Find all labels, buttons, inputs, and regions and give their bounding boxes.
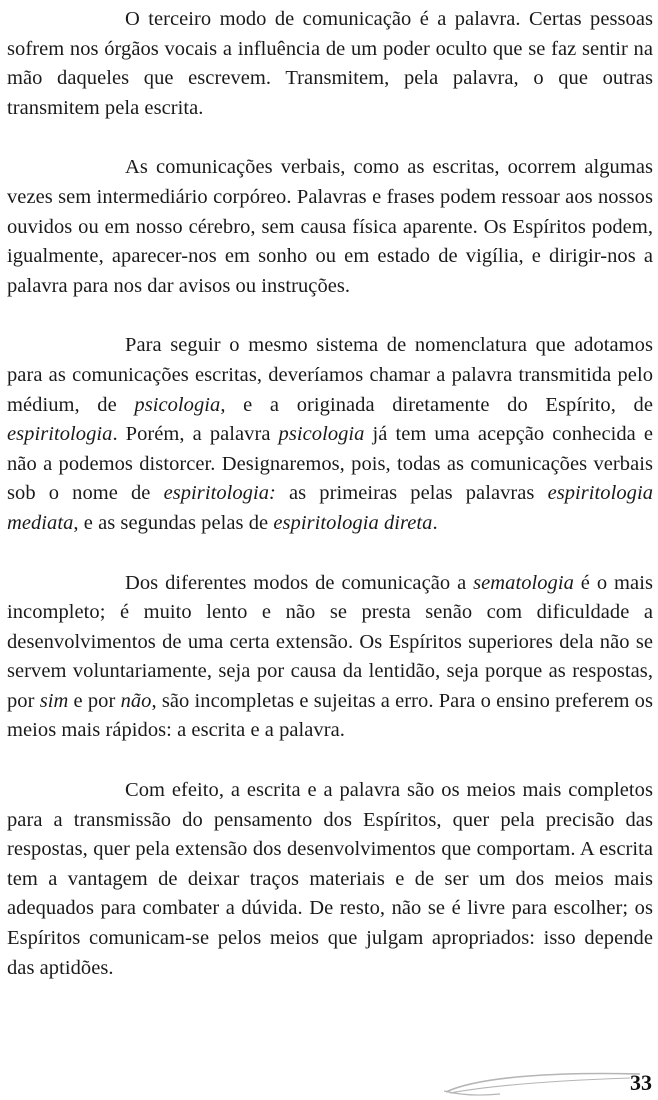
text-run: as primeiras pelas palavras xyxy=(275,482,548,505)
italic-term: espiritologia xyxy=(7,423,113,446)
italic-term: psicologia xyxy=(134,393,221,416)
italic-term: sim xyxy=(39,689,69,712)
text-run: , são incompletas e sujeitas a erro. Para o ensino preferem os meios mais rápidos: a escrita e a palavra. xyxy=(7,689,654,742)
paragraph xyxy=(7,5,653,123)
text-run: Dos diferentes modos de comunicação a xyxy=(125,571,474,594)
text-run: . xyxy=(432,511,438,534)
italic-term: psicologia xyxy=(278,423,365,446)
page-body xyxy=(7,5,653,1013)
paragraph xyxy=(7,331,653,538)
paragraph xyxy=(7,569,653,747)
swoosh-ornament-icon xyxy=(440,1062,658,1100)
text-run: é o mais incompleto; é muito lento e não se presta senão com dificuldade a desenvolvimentos de uma certa extensão. Os Espíritos superiores dela não se servem voluntariamente, seja por causa da lentidão, seja porque as respostas, por xyxy=(7,571,653,712)
text-run: já tem uma acepção conhecida e não a podemos distorcer. Designaremos, pois, todas as comunicações verbais sob o nome de xyxy=(7,423,653,505)
italic-term: espiritologia: xyxy=(163,482,276,505)
paragraph xyxy=(7,153,653,301)
italic-term: espiritologia mediata xyxy=(7,482,653,534)
paragraph xyxy=(7,776,653,983)
text-run: . Porém, a palavra xyxy=(112,423,279,446)
page-number: 33 xyxy=(630,1070,652,1095)
italic-term: não xyxy=(120,689,152,712)
page-footer xyxy=(440,1062,658,1100)
text-run: e por xyxy=(68,689,121,712)
text-run: , e as segundas pelas de xyxy=(73,511,274,534)
text-run: O terceiro modo de comunicação é a palavra. Certas pessoas sofrem nos órgãos vocais a influência de um poder oculto que se faz sentir na mão daqueles que escrevem. Transmitem, pela palavra, o que outras transmitem pela escrita. xyxy=(7,8,653,119)
text-run: As comunicações verbais, como as escritas, ocorrem algumas vezes sem intermediário corpóreo. Palavras e frases podem ressoar aos nossos ouvidos ou em nosso cérebro, sem causa física aparente. Os Espíritos podem, igualmente, aparecer-nos em sonho ou em estado de vigília, e dirigir-nos a palavra para nos dar avisos ou instruções. xyxy=(7,156,653,297)
text-run: Com efeito, a escrita e a palavra são os meios mais completos para a transmissão do pensamento dos Espíritos, quer pela precisão das respostas, quer pela extensão dos desenvolvimentos que comportam. A escrita tem a vantagem de deixar traços materiais e de ser um dos meios mais adequados para combater a dúvida. De resto, não se é livre para escolher; os Espíritos comunicam-se pelos meios que julgam apropriados: isso depende das aptidões. xyxy=(7,779,653,979)
italic-term: sematologia xyxy=(473,571,574,594)
italic-term: espiritologia direta xyxy=(273,511,433,534)
text-run: Para seguir o mesmo sistema de nomenclatura que adotamos para as comunicações escritas, deveríamos chamar a palavra transmitida pelo médium, de xyxy=(7,334,653,416)
text-run: , e a originada diretamente do Espírito, de xyxy=(220,393,654,416)
